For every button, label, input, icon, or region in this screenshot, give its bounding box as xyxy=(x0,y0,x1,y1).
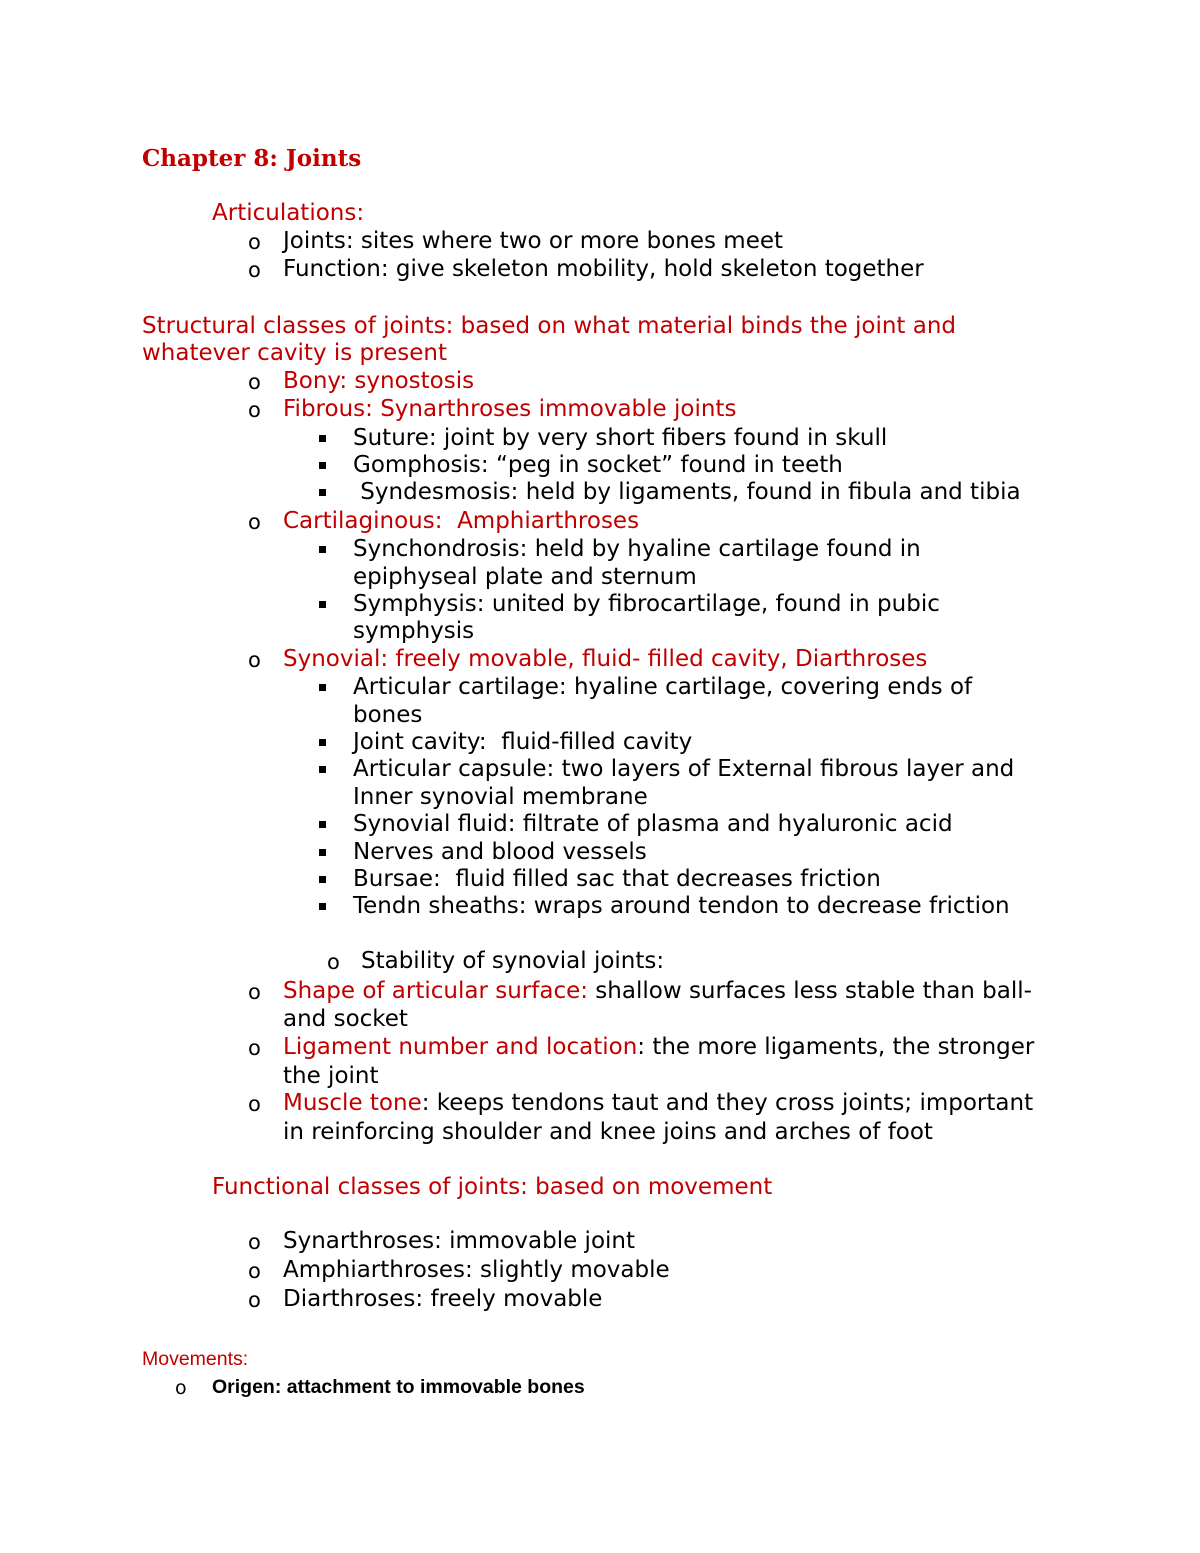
list-item-continuation: bones xyxy=(353,702,423,728)
stability-item xyxy=(283,1090,1033,1117)
square-bullet-icon xyxy=(319,489,326,496)
circle-bullet-icon: o xyxy=(248,1092,261,1116)
list-item: Nerves and blood vessels xyxy=(353,839,647,865)
list-item-continuation: and socket xyxy=(283,1006,408,1032)
list-item: Gomphosis: “peg in socket” found in teeth xyxy=(353,452,843,478)
structural-heading-line2: whatever cavity is present xyxy=(142,340,447,366)
stability-item-text: : the more ligaments, the stronger xyxy=(637,1034,1035,1060)
circle-bullet-icon: o xyxy=(248,1036,261,1060)
circle-bullet-icon: o xyxy=(248,258,261,282)
square-bullet-icon xyxy=(319,821,326,828)
list-item-continuation: the joint xyxy=(283,1063,379,1089)
circle-bullet-icon: o xyxy=(248,398,261,422)
square-bullet-icon xyxy=(319,435,326,442)
list-item: Symphysis: united by fibrocartilage, found in pubic xyxy=(353,591,940,617)
list-item: Amphiarthroses: slightly movable xyxy=(283,1257,670,1283)
fibrous-item: Fibrous: Synarthroses immovable joints xyxy=(283,396,737,422)
circle-bullet-icon: o xyxy=(248,980,261,1004)
circle-bullet-icon: o xyxy=(248,648,261,672)
page-title: Chapter 8: Joints xyxy=(142,145,362,172)
circle-bullet-icon: o xyxy=(248,230,261,254)
stability-item-term: Muscle tone xyxy=(283,1090,422,1116)
stability-item-text: shallow surfaces less stable than ball- xyxy=(588,978,1032,1004)
circle-bullet-icon: o xyxy=(248,1230,261,1254)
square-bullet-icon xyxy=(319,739,326,746)
list-item: Articular cartilage: hyaline cartilage, covering ends of xyxy=(353,674,973,700)
square-bullet-icon xyxy=(319,462,326,469)
list-item: Joints: sites where two or more bones meet xyxy=(283,228,784,254)
square-bullet-icon xyxy=(319,876,326,883)
square-bullet-icon xyxy=(319,903,326,910)
square-bullet-icon xyxy=(319,546,326,553)
articulations-heading: Articulations: xyxy=(212,200,365,226)
square-bullet-icon xyxy=(319,601,326,608)
bony-item: Bony: synostosis xyxy=(283,368,475,394)
list-item: Synchondrosis: held by hyaline cartilage found in xyxy=(353,536,921,562)
list-item-continuation: in reinforcing shoulder and knee joins and arches of foot xyxy=(283,1119,933,1145)
stability-item-text: : keeps tendons taut and they cross joints; important xyxy=(421,1090,1034,1116)
list-item: Synovial fluid: filtrate of plasma and hyaluronic acid xyxy=(353,811,953,837)
structural-heading-line1: Structural classes of joints: based on what material binds the joint and xyxy=(142,313,957,339)
functional-heading: Functional classes of joints: based on movement xyxy=(212,1174,773,1200)
circle-bullet-icon: o xyxy=(327,950,340,974)
list-item: Function: give skeleton mobility, hold skeleton together xyxy=(283,256,924,282)
stability-item xyxy=(283,1034,1034,1061)
synovial-item: Synovial: freely movable, fluid- filled cavity, Diarthroses xyxy=(283,646,928,672)
stability-item-term: Shape of articular surface: xyxy=(283,978,588,1004)
list-item: Bursae: fluid filled sac that decreases friction xyxy=(353,866,881,892)
stability-item xyxy=(283,978,1032,1005)
circle-bullet-icon: o xyxy=(175,1377,187,1399)
cartilaginous-item: Cartilaginous: Amphiarthroses xyxy=(283,508,640,534)
list-item: Tendn sheaths: wraps around tendon to decrease friction xyxy=(353,893,1010,919)
list-item-continuation: symphysis xyxy=(353,618,475,644)
circle-bullet-icon: o xyxy=(248,1259,261,1283)
circle-bullet-icon: o xyxy=(248,1288,261,1312)
list-item: Syndesmosis: held by ligaments, found in fibula and tibia xyxy=(353,479,1021,505)
list-item: Synarthroses: immovable joint xyxy=(283,1228,636,1254)
square-bullet-icon xyxy=(319,849,326,856)
circle-bullet-icon: o xyxy=(248,370,261,394)
list-item: Joint cavity: fluid-filled cavity xyxy=(353,729,693,755)
list-item-continuation: epiphyseal plate and sternum xyxy=(353,564,697,590)
circle-bullet-icon: o xyxy=(248,510,261,534)
list-item: Suture: joint by very short fibers found in skull xyxy=(353,425,888,451)
stability-heading: Stability of synovial joints: xyxy=(361,948,665,974)
stability-item-term: Ligament number and location xyxy=(283,1034,638,1060)
square-bullet-icon xyxy=(319,684,326,691)
list-item: Diarthroses: freely movable xyxy=(283,1286,603,1312)
movements-heading: Movements: xyxy=(142,1348,249,1370)
square-bullet-icon xyxy=(319,766,326,773)
list-item: Origen: attachment to immovable bones xyxy=(212,1376,585,1398)
list-item: Articular capsule: two layers of External fibrous layer and xyxy=(353,756,1015,782)
list-item-continuation: Inner synovial membrane xyxy=(353,784,648,810)
